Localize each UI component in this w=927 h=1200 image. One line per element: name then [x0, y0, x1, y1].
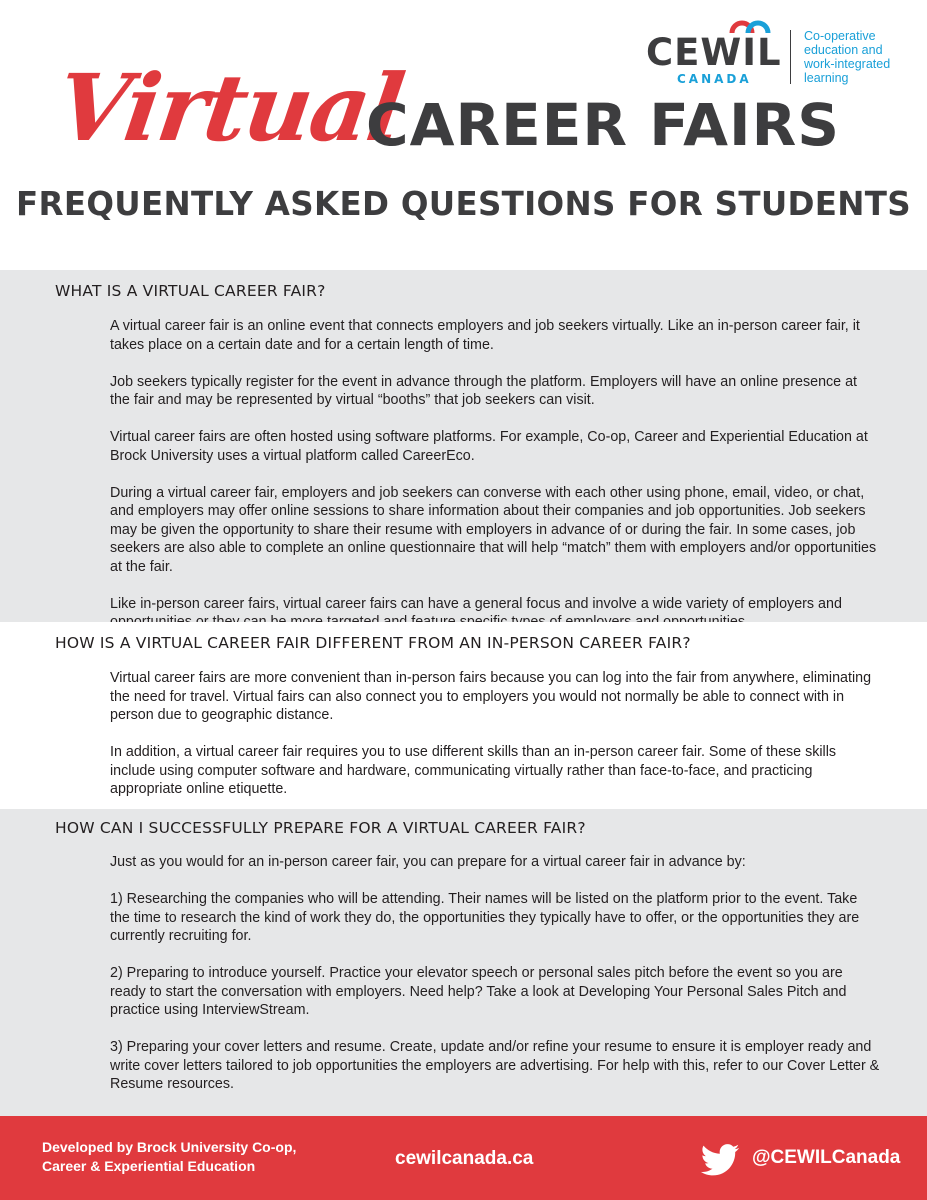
faq-paragraph: In addition, a virtual career fair requires you to use different skills than an in-person career fair. Some of these skills include using computer software and hardware, communicating virtually rather than face-to-face, and practicing appropriate online etiquette.: [110, 744, 837, 797]
faq-paragraph: Just as you would for an in-person career fair, you can prepare for a virtual career fair in advance by:: [110, 854, 746, 870]
developed-by-line: Career & Experiential Education: [42, 1158, 256, 1174]
faq-question: HOW IS A VIRTUAL CAREER FAIR DIFFERENT FROM AN IN-PERSON CAREER FAIR?: [55, 634, 691, 652]
faq-paragraph: 1) Researching the companies who will be attending. Their names will be listed on the platform prior to the event. Take the time to research the kind of work they do, the opportunities they typically have to offer, or the opportunities they are currently recruiting for.: [110, 891, 860, 944]
faq-section-difference: [0, 622, 927, 809]
faq-section-what-is: [0, 270, 927, 622]
logo-tagline: [804, 29, 916, 85]
faq-paragraph: A virtual career fair is an online event that connects employers and job seekers virtually. Like an in-person career fair, it takes place on a certain date and for a certain length of time.: [110, 318, 860, 353]
footer: [0, 1116, 927, 1200]
faq-answer: [110, 669, 880, 799]
page-subtitle: FREQUENTLY ASKED QUESTIONS FOR STUDENTS: [16, 185, 911, 223]
faq-paragraph: Virtual career fairs are often hosted using software platforms. For example, Co-op, Career and Experiential Education at Brock University uses a virtual platform called CareerEco.: [110, 429, 868, 464]
logo-tagline-line: work-integrated: [804, 57, 891, 71]
logo-tagline-line: Co-operative: [804, 29, 876, 43]
logo-tagline-line: education and: [804, 43, 883, 57]
faq-paragraph: 3) Preparing your cover letters and resume. Create, update and/or refine your resume to ensure it is employer ready and write cover letters tailored to job opportunities the employers are advertising. For help with this, refer to our Cover Letter & Resume resources.: [110, 1039, 880, 1092]
faq-question: HOW CAN I SUCCESSFULLY PREPARE FOR A VIRTUAL CAREER FAIR?: [55, 819, 586, 837]
twitter-handle[interactable]: @CEWILCanada: [752, 1147, 901, 1168]
faq-paragraph: Virtual career fairs are more convenient than in-person fairs because you can log into the fair from anywhere, eliminating the need for travel. Virtual fairs can also connect you to employers you would not normally be able to connect with in person due to geographic distance.: [110, 670, 872, 723]
title-main: CAREER FAIRS: [366, 91, 841, 159]
website-link[interactable]: cewilcanada.ca: [395, 1148, 534, 1169]
faq-paragraph: During a virtual career fair, employers and job seekers can converse with each other using phone, email, video, or chat, and employers may offer online sessions to share information about their companies and job opportunities. Job seekers may be given the opportunity to share their resume with employers in advance of or during the fair. In some cases, job seekers are also able to complete an online questionnaire that will help “match” them with employers and/or opportunities at the fair.: [110, 484, 877, 575]
faq-paragraph: 2) Preparing to introduce yourself. Practice your elevator speech or personal sales pitch before the event so you are ready to start the conversation with employers. Need help? Take a look at Developing Your Personal Sales Pitch and practice using InterviewStream.: [110, 965, 847, 1018]
cewil-logo: [646, 16, 916, 86]
faq-answer: [110, 853, 880, 1094]
faq-section-prepare: [0, 809, 927, 1116]
faq-answer: [110, 317, 880, 632]
title-script: Virtual: [50, 54, 409, 162]
faq-paragraph: Like in-person career fairs, virtual career fairs can have a general focus and involve a wide variety of employers and: [110, 595, 842, 612]
logo-divider: [790, 30, 791, 84]
logo-country: CANADA: [677, 72, 752, 86]
twitter-bird-icon[interactable]: [700, 1144, 740, 1176]
header: [0, 0, 927, 270]
logo-tagline-line: learning: [804, 71, 849, 85]
faq-question: WHAT IS A VIRTUAL CAREER FAIR?: [55, 282, 326, 300]
developed-by: [42, 1138, 322, 1176]
logo-wordmark: CEWIL: [646, 31, 782, 74]
developed-by-line: Developed by Brock University Co-op,: [42, 1139, 297, 1155]
faq-paragraph: Job seekers typically register for the event in advance through the platform. Employers will have an online presence at the fair and may be represented by virtual “booths” that job seekers can visit.: [110, 373, 858, 408]
